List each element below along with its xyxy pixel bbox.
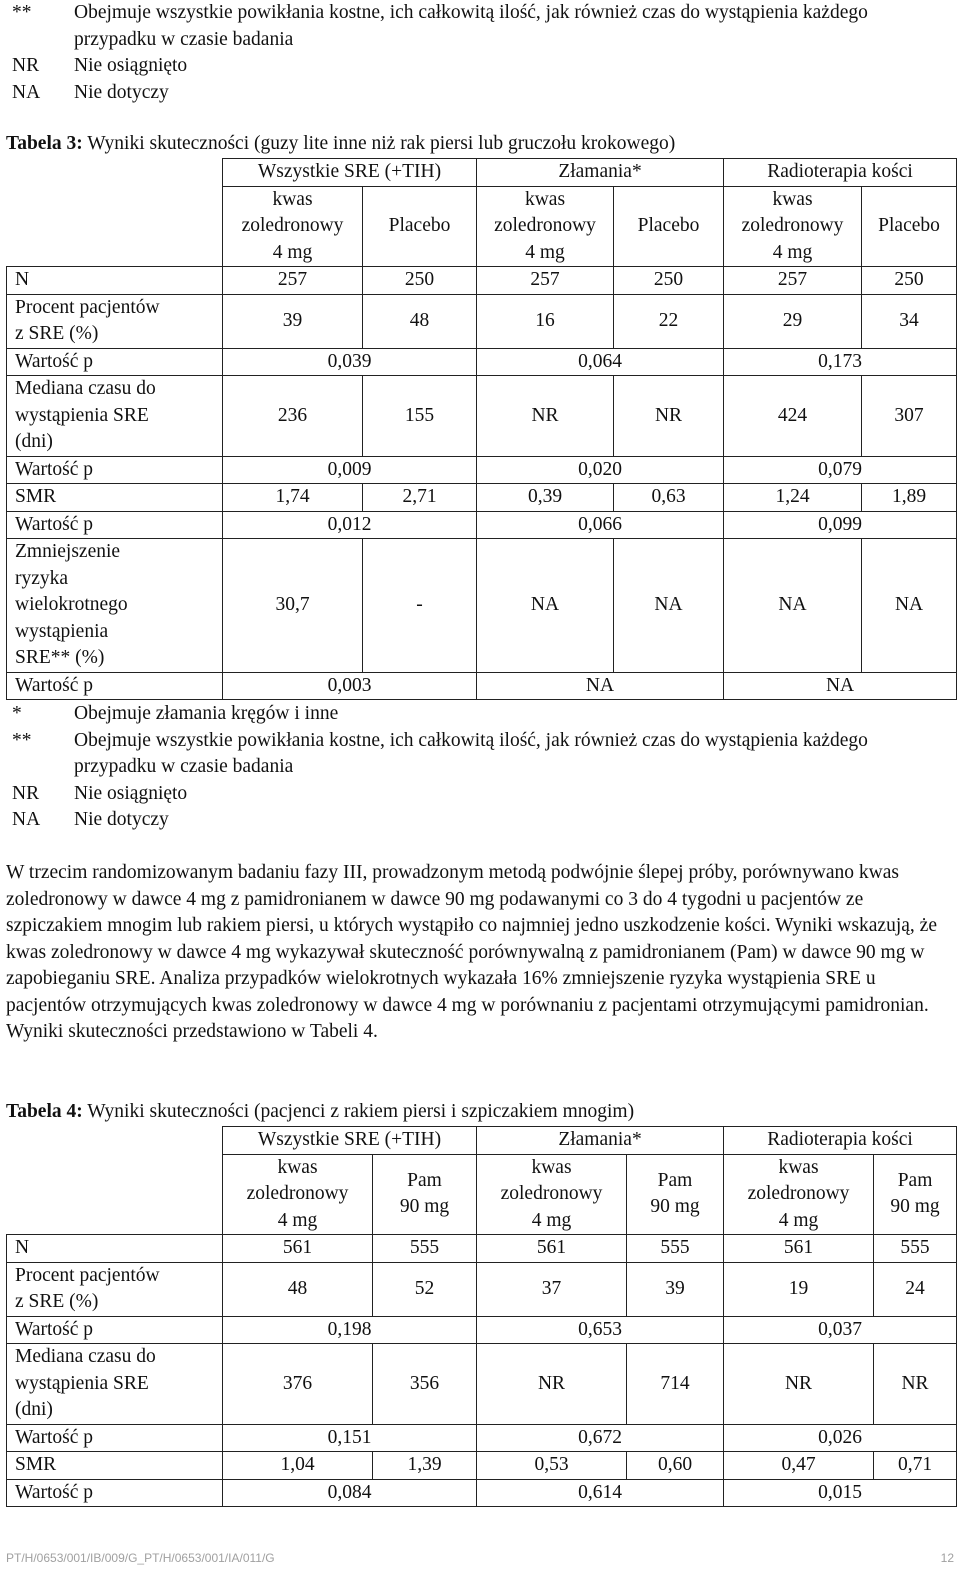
table-header-row [7,159,957,187]
table-cell: 0,064 [477,348,724,376]
table-cell: 0,015 [724,1479,957,1507]
row-label: Wartość p [7,348,223,376]
subheader-cell: Pam 90 mg [874,1154,957,1235]
table-cell: 257 [477,267,614,295]
footnote-mark: NR [12,782,40,804]
header-corner [7,1127,223,1235]
table-cell: 0,63 [614,484,724,512]
header-corner [7,159,223,267]
table-row [7,1235,957,1263]
table-cell: 52 [373,1262,477,1316]
table-cell: 0,39 [477,484,614,512]
row-label: Wartość p [7,672,223,700]
group-header: Wszystkie SRE (+TIH) [223,159,477,187]
table-cell: NR [477,1344,627,1425]
row-label: Procent pacjentów z SRE (%) [7,1262,223,1316]
footnote-text: Nie dotyczy [74,81,169,103]
group-header: Złamania* [477,159,724,187]
table4-caption-text: Wyniki skuteczności (pacjenci z rakiem piersi i szpiczakiem mnogim) [82,1101,635,1122]
table-cell: 0,084 [223,1479,477,1507]
table-cell: 155 [363,376,477,457]
table-row [7,267,957,295]
table-cell: 714 [627,1344,724,1425]
table-cell: 561 [724,1235,874,1263]
table4-caption-label: Tabela 4: [6,1101,83,1122]
table-row [7,484,957,512]
subheader-cell: Placebo [614,186,724,267]
table-cell: 0,47 [724,1452,874,1480]
table-cell: 39 [627,1262,724,1316]
footnote [12,807,952,834]
subheader-cell: Pam 90 mg [627,1154,724,1235]
table-cell: NR [614,376,724,457]
row-label: Procent pacjentów z SRE (%) [7,294,223,348]
table-cell: 0,672 [477,1424,724,1452]
table-cell: 250 [363,267,477,295]
group-header: Radioterapia kości [724,159,957,187]
table3-caption-text: Wyniki skuteczności (guzy lite inne niż rak piersi lub gruczołu krokowego) [82,133,676,154]
row-label: Wartość p [7,456,223,484]
table-row [7,672,957,700]
table-cell: 561 [223,1235,373,1263]
table-cell: 0,653 [477,1316,724,1344]
footnotes-table3 [12,701,952,834]
table-cell: NA [614,539,724,673]
table-cell: 0,60 [627,1452,724,1480]
table-cell: 0,009 [223,456,477,484]
row-label: SMR [7,484,223,512]
row-label: Mediana czasu do wystąpienia SRE (dni) [7,1344,223,1425]
row-label: Wartość p [7,1316,223,1344]
table-cell: NA [862,539,957,673]
table-cell: 34 [862,294,957,348]
table-cell: 0,71 [874,1452,957,1480]
footnote-mark: NA [12,81,41,103]
table3-caption [6,131,956,158]
table-cell: 424 [724,376,862,457]
table-cell: 0,012 [223,511,477,539]
footnote [12,80,952,107]
table3 [6,158,957,700]
footnote-mark: ** [12,729,32,751]
table-cell: 257 [223,267,363,295]
footnotes-top [12,0,952,106]
table-cell: 0,079 [724,456,957,484]
table-cell: 555 [874,1235,957,1263]
table-cell: NA [724,539,862,673]
footnote [12,701,952,728]
subheader-cell: kwas zoledronowy 4 mg [724,1154,874,1235]
table-cell: 376 [223,1344,373,1425]
table-row [7,1424,957,1452]
table-cell: 0,020 [477,456,724,484]
document-code: PT/H/0653/001/IB/009/G_PT/H/0653/001/IA/011/G [6,1551,275,1565]
table-cell: 0,53 [477,1452,627,1480]
footnote-mark: NR [12,55,40,76]
table-cell: 0,039 [223,348,477,376]
table-row [7,456,957,484]
table-row [7,294,957,348]
table-cell: 48 [223,1262,373,1316]
table-cell: 0,066 [477,511,724,539]
footnote [12,728,952,781]
table-cell: 1,89 [862,484,957,512]
table-cell: 1,04 [223,1452,373,1480]
subheader-cell: Pam 90 mg [373,1154,477,1235]
table3-caption-label: Tabela 3: [6,133,83,154]
table-row [7,348,957,376]
table-cell: 555 [373,1235,477,1263]
table-cell: 0,151 [223,1424,477,1452]
table-cell: 30,7 [223,539,363,673]
row-label: N [7,1235,223,1263]
table-cell: 250 [862,267,957,295]
row-label: Wartość p [7,511,223,539]
table-cell: 1,24 [724,484,862,512]
table-cell: 0,198 [223,1316,477,1344]
table-row [7,1344,957,1425]
subheader-cell: Placebo [363,186,477,267]
table-cell: NA [477,672,724,700]
table-cell: 1,39 [373,1452,477,1480]
table-row [7,1316,957,1344]
row-label: N [7,267,223,295]
table-cell: 250 [614,267,724,295]
table-cell: NA [477,539,614,673]
subheader-cell: Placebo [862,186,957,267]
table-cell: 0,003 [223,672,477,700]
table-cell: 29 [724,294,862,348]
table-row [7,511,957,539]
footnote-text: Nie osiągnięto [74,782,188,804]
table-cell: 24 [874,1262,957,1316]
table-cell: 22 [614,294,724,348]
footnote-mark: NA [12,809,41,830]
table4 [6,1126,957,1507]
row-label: SMR [7,1452,223,1480]
row-label: Wartość p [7,1424,223,1452]
page-number: 12 [940,1551,954,1565]
subheader-cell: kwas zoledronowy 4 mg [477,186,614,267]
table-cell: NR [724,1344,874,1425]
table-cell: NR [874,1344,957,1425]
table-cell: 561 [477,1235,627,1263]
table-row [7,1479,957,1507]
table-cell: 555 [627,1235,724,1263]
table-cell: 0,614 [477,1479,724,1507]
footnote-text: Obejmuje wszystkie powikłania kostne, ich całkowitą ilość, jak również czas do wystąpienia każdego przypadku w czasie badania [74,2,868,50]
table-cell: 0,026 [724,1424,957,1452]
table-cell: 0,037 [724,1316,957,1344]
footnote-text: Obejmuje złamania kręgów i inne [74,703,339,724]
table-cell: 19 [724,1262,874,1316]
row-label: Wartość p [7,1479,223,1507]
table-cell: 356 [373,1344,477,1425]
table-cell: 39 [223,294,363,348]
group-header: Złamania* [477,1127,724,1155]
table-cell: 16 [477,294,614,348]
table-cell: 48 [363,294,477,348]
footnote-text: Obejmuje wszystkie powikłania kostne, ich całkowitą ilość, jak również czas do wystąpienia każdego przypadku w czasie badania [74,729,868,777]
table-cell: 37 [477,1262,627,1316]
table-row [7,539,957,673]
subheader-cell: kwas zoledronowy 4 mg [223,186,363,267]
row-label: Zmniejszenie ryzyka wielokrotnego wystąpienia SRE** (%) [7,539,223,673]
table-header-row [7,1127,957,1155]
group-header: Radioterapia kości [724,1127,957,1155]
table-row [7,1262,957,1316]
subheader-cell: kwas zoledronowy 4 mg [724,186,862,267]
table-cell: 0,099 [724,511,957,539]
table-cell: - [363,539,477,673]
table-row [7,376,957,457]
footnote-mark: * [12,703,22,724]
footnote [12,781,952,808]
row-label: Mediana czasu do wystąpienia SRE (dni) [7,376,223,457]
footnote-mark: ** [12,2,32,23]
footnote-text: Nie osiągnięto [74,55,188,76]
footnote-text: Nie dotyczy [74,809,169,830]
table-cell: 2,71 [363,484,477,512]
table-cell: 257 [724,267,862,295]
table-cell: 0,173 [724,348,957,376]
table-cell: 236 [223,376,363,457]
table-cell: 1,74 [223,484,363,512]
group-header: Wszystkie SRE (+TIH) [223,1127,477,1155]
table-row [7,1452,957,1480]
table-cell: NR [477,376,614,457]
table4-caption [6,1099,956,1126]
subheader-cell: kwas zoledronowy 4 mg [477,1154,627,1235]
table-cell: NA [724,672,957,700]
body-paragraph: W trzecim randomizowanym badaniu fazy III, prowadzonym metodą podwójnie ślepej próby, porównywano kwas zoledronowy w dawce 4 mg z pamidronianem w dawce 90 mg podawanymi co 3 do 4 tygodni u pacjentów ze szpiczakiem mnogim lub rakiem piersi, u których wystąpiło co najmniej jedno uszkodzenie kości. Wyniki wskazują, że kwas zoledronowy w dawce 4 mg wykazywał skuteczność porównywalną z pamidronianem (Pam) w dawce 90 mg w zapobieganiu SRE. Analiza przypadków wielokrotnych wykazała 16% zmniejszenie ryzyka wystąpienia SRE u pacjentów otrzymujących kwas zoledronowy w dawce 4 mg w porównaniu z pacjentami otrzymującymi pamidronian. Wyniki skuteczności przedstawiono w Tabeli 4. [6,862,937,1042]
subheader-cell: kwas zoledronowy 4 mg [223,1154,373,1235]
footnote [12,0,952,53]
footnote [12,53,952,80]
page-footer [6,1551,954,1565]
table-cell: 307 [862,376,957,457]
